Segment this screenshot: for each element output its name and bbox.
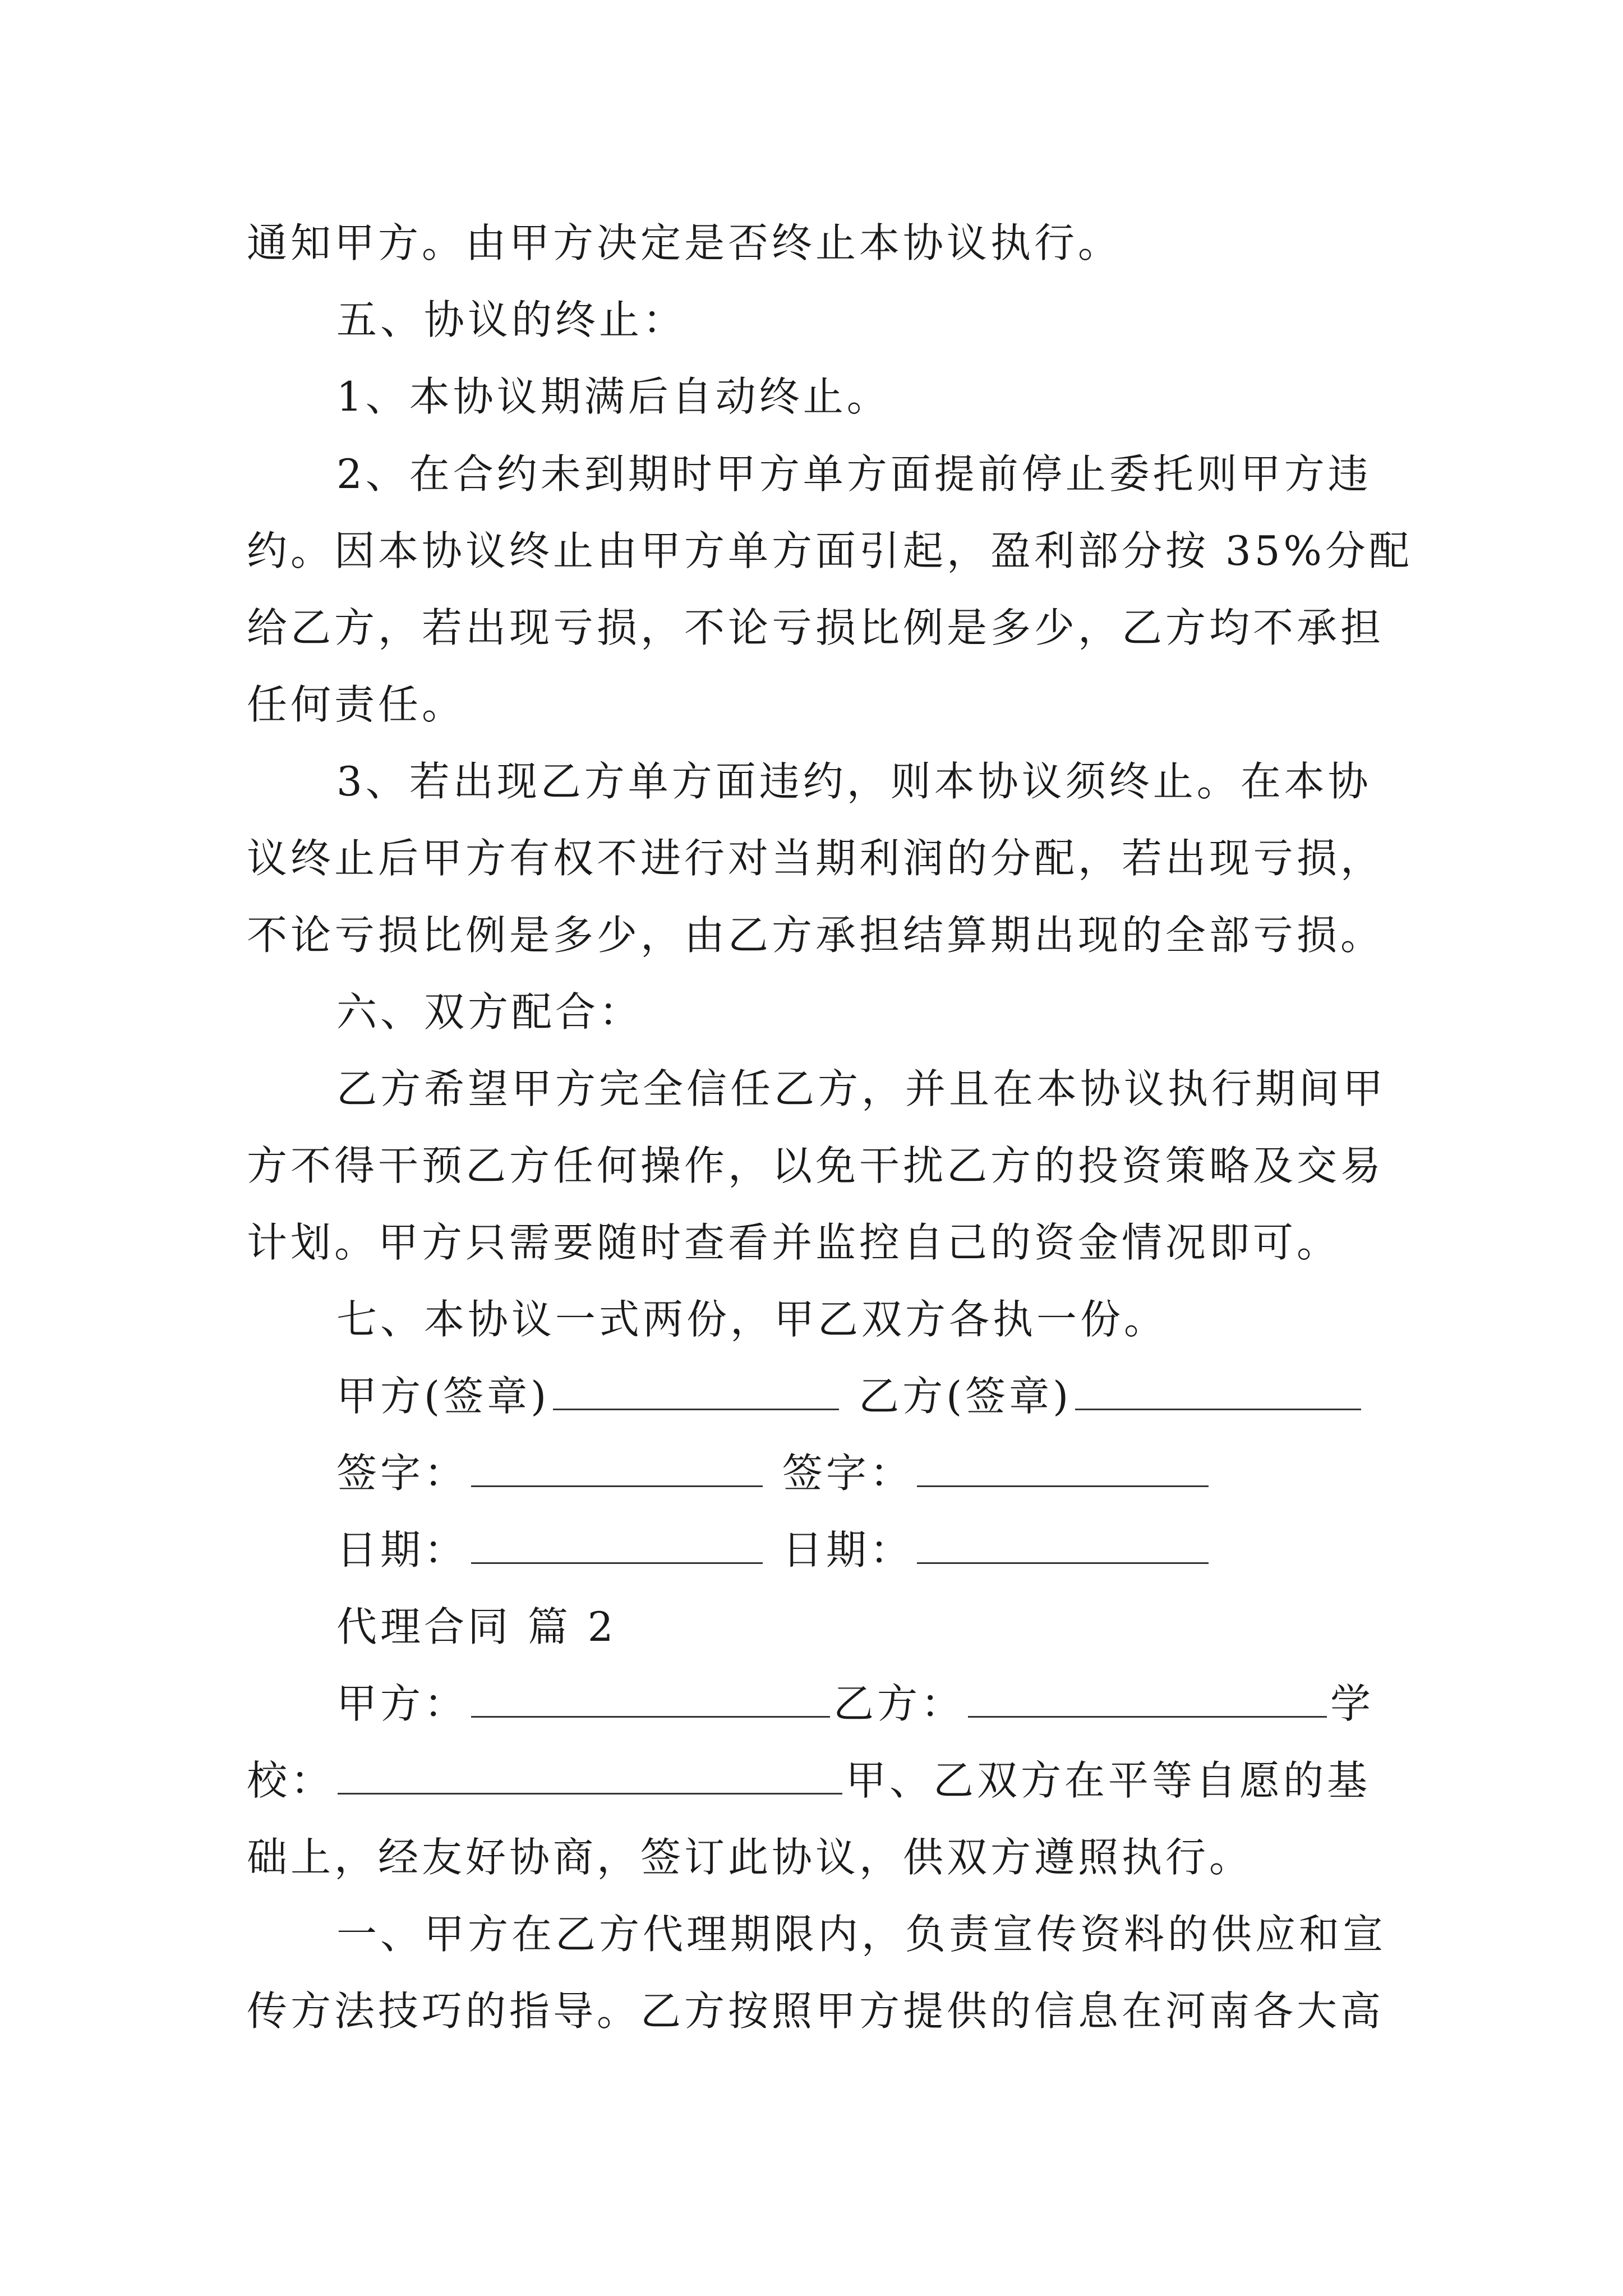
section-heading: 五、协议的终止： <box>336 296 687 343</box>
text-line: 一、甲方在乙方代理期限内，负责宣传资料的供应和宣 <box>336 1911 1387 1958</box>
text-line: 乙方希望甲方完全信任乙方，并且在本协议执行期间甲 <box>336 1065 1387 1112</box>
party-a-seal-blank <box>553 1375 839 1410</box>
text-line: 传方法技巧的指导。乙方按照甲方提供的信息在河南各大高 <box>247 1987 1385 2035</box>
party-b-date-blank <box>917 1529 1209 1564</box>
parties-row <box>336 1678 1374 1729</box>
party-a-date-label: 日期： <box>336 1526 468 1573</box>
signature-date-row <box>336 1525 1212 1575</box>
party-a-date-blank <box>471 1529 763 1564</box>
school-blank <box>338 1759 842 1795</box>
party-b-blank <box>968 1682 1327 1718</box>
text-line: 2、在合约未到期时甲方单方面提前停止委托则甲方违 <box>336 450 1372 498</box>
party-a-seal-label: 甲方(签章) <box>336 1373 550 1420</box>
party-b-sign-label: 签字： <box>782 1450 914 1497</box>
school-row <box>247 1755 1371 1806</box>
signature-seal-row <box>336 1371 1364 1421</box>
text-line: 不论亏损比例是多少，由乙方承担结算期出现的全部亏损。 <box>247 912 1385 959</box>
text-line: 约。因本协议终止由甲方单方面引起，盈利部分按 35%分配 <box>247 527 1413 574</box>
party-b-seal-label: 乙方(签章) <box>859 1373 1072 1420</box>
text-line: 方不得干预乙方任何操作，以免干扰乙方的投资策略及交易 <box>247 1142 1385 1189</box>
text-line: 七、本协议一式两份，甲乙双方各执一份。 <box>336 1296 1168 1343</box>
text-line: 3、若出现乙方单方面违约，则本协议须终止。在本协 <box>336 758 1372 805</box>
text-line: 计划。甲方只需要随时查看并监控自己的资金情况即可。 <box>247 1219 1341 1266</box>
text-line: 议终止后甲方有权不进行对当期利润的分配，若出现亏损， <box>247 835 1385 882</box>
party-a-blank <box>471 1682 830 1718</box>
party-a-sign-label: 签字： <box>336 1450 468 1497</box>
party-b-date-label: 日期： <box>782 1526 914 1573</box>
school-label-end: 校： <box>247 1757 335 1804</box>
text-line: 础上，经友好协商，签订此协议，供双方遵照执行。 <box>247 1834 1253 1881</box>
party-b-seal-blank <box>1075 1375 1361 1410</box>
party-b-sign-blank <box>917 1452 1209 1487</box>
section-heading: 六、双方配合： <box>336 988 643 1036</box>
text-line: 任何责任。 <box>247 681 466 728</box>
text-line: 给乙方，若出现亏损，不论亏损比例是多少，乙方均不承担 <box>247 604 1385 651</box>
section-title: 代理合同 篇 2 <box>336 1603 617 1650</box>
party-a-label: 甲方： <box>336 1680 468 1727</box>
signature-sign-row <box>336 1448 1212 1498</box>
party-a-sign-blank <box>471 1452 763 1487</box>
school-label-start: 学 <box>1330 1680 1375 1727</box>
text-line: 1、本协议期满后自动终止。 <box>336 373 891 420</box>
agreement-intro: 甲、乙双方在平等自愿的基 <box>846 1757 1371 1804</box>
party-b-label: 乙方： <box>833 1680 965 1727</box>
text-line: 通知甲方。由甲方决定是否终止本协议执行。 <box>247 219 1122 266</box>
